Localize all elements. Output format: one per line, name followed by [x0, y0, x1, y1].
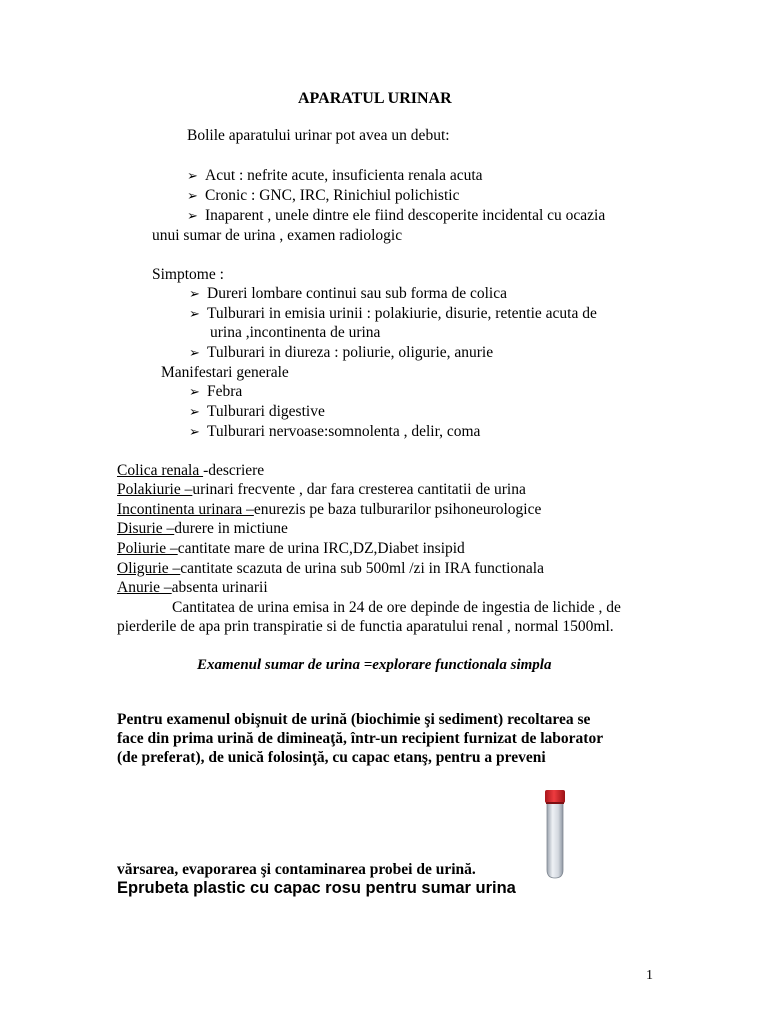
symptom-item: ➢ Dureri lombare continui sau sub forma de colica — [189, 285, 507, 302]
symptom-continuation: urina ,incontinenta de urina — [210, 324, 381, 341]
definition-row — [117, 539, 465, 558]
paragraph-line: Cantitatea de urina emisa in 24 de ore depinde de ingestia de lichide , de — [172, 599, 621, 616]
page-title: APARATUL URINAR — [298, 90, 452, 107]
debut-item: ➢ Cronic : GNC, IRC, Rinichiul polichistic — [187, 187, 460, 204]
arrow-bullet-icon: ➢ — [187, 189, 198, 204]
debut-continuation: unui sumar de urina , examen radiologic — [152, 227, 403, 244]
symptom-item: ➢ Tulburari in emisia urinii : polakiurie, disurie, retentie acuta de — [189, 305, 597, 322]
definition-text: absenta urinarii — [171, 579, 268, 596]
exam-line: Pentru examenul obişnuit de urină (biochimie şi sediment) recoltarea se — [117, 711, 591, 728]
definition-term: Incontinenta urinara – — [117, 501, 254, 518]
definition-term: Colica renala — [117, 462, 204, 479]
definition-term: Oligurie – — [117, 560, 181, 577]
exam-line: (de preferat), de unică folosinţă, cu capac etanş, pentru a preveni — [117, 749, 546, 766]
exam-heading: Examenul sumar de urina =explorare functionala simpla — [197, 657, 552, 673]
debut-item: ➢ Inaparent , unele dintre ele fiind descoperite incidental cu ocazia — [187, 207, 606, 224]
definition-row — [117, 500, 541, 519]
definition-row — [117, 480, 526, 499]
definition-text: cantitate mare de urina IRC,DZ,Diabet insipid — [177, 540, 465, 557]
definition-term: Disurie – — [117, 520, 175, 537]
symptom-item: ➢ Tulburari in diureza : poliurie, oligurie, anurie — [189, 344, 494, 361]
test-tube-image — [535, 788, 575, 880]
definition-term: Polakiurie – — [117, 481, 193, 498]
arrow-bullet-icon: ➢ — [189, 385, 200, 400]
definition-text: enurezis pe baza tulburarilor psihoneurologice — [253, 501, 542, 518]
arrow-bullet-icon: ➢ — [187, 209, 198, 224]
image-caption: Eprubeta plastic cu capac rosu pentru sumar urina — [117, 879, 516, 897]
debut-item: ➢ Acut : nefrite acute, insuficienta renala acuta — [187, 167, 483, 184]
arrow-bullet-icon: ➢ — [187, 169, 198, 184]
definition-text: urinari frecvente , dar fara cresterea cantitatii de urina — [192, 481, 526, 498]
definition-row — [117, 461, 264, 480]
manifestation-item: ➢ Tulburari digestive — [189, 403, 325, 420]
arrow-bullet-icon: ➢ — [189, 425, 200, 440]
definition-term: Poliurie – — [117, 540, 178, 557]
manifestari-label: Manifestari generale — [161, 364, 289, 381]
arrow-bullet-icon: ➢ — [189, 307, 200, 322]
definition-row — [117, 578, 268, 597]
manifestation-item: ➢ Febra — [189, 383, 243, 400]
arrow-bullet-icon: ➢ — [189, 346, 200, 361]
definition-term: Anurie – — [117, 579, 172, 596]
definition-text: -descriere — [203, 462, 265, 479]
page-number: 1 — [646, 968, 653, 983]
arrow-bullet-icon: ➢ — [189, 405, 200, 420]
definition-row — [117, 559, 544, 578]
definition-text: cantitate scazuta de urina sub 500ml /zi in IRA functionala — [180, 560, 544, 577]
paragraph-line: pierderile de apa prin transpiratie si de functia aparatului renal , normal 1500ml. — [117, 618, 614, 635]
exam-line: face din prima urină de dimineaţă, într-un recipient furnizat de laborator — [117, 730, 604, 747]
definition-row — [117, 519, 288, 538]
manifestation-item: ➢ Tulburari nervoase:somnolenta , delir, coma — [189, 423, 481, 440]
intro-line: Bolile aparatului urinar pot avea un debut: — [187, 127, 450, 144]
arrow-bullet-icon: ➢ — [189, 287, 200, 302]
simptome-label: Simptome : — [152, 266, 224, 283]
definition-text: durere in mictiune — [174, 520, 288, 537]
exam-line-last: vărsarea, evaporarea şi contaminarea probei de urină. — [117, 861, 476, 878]
